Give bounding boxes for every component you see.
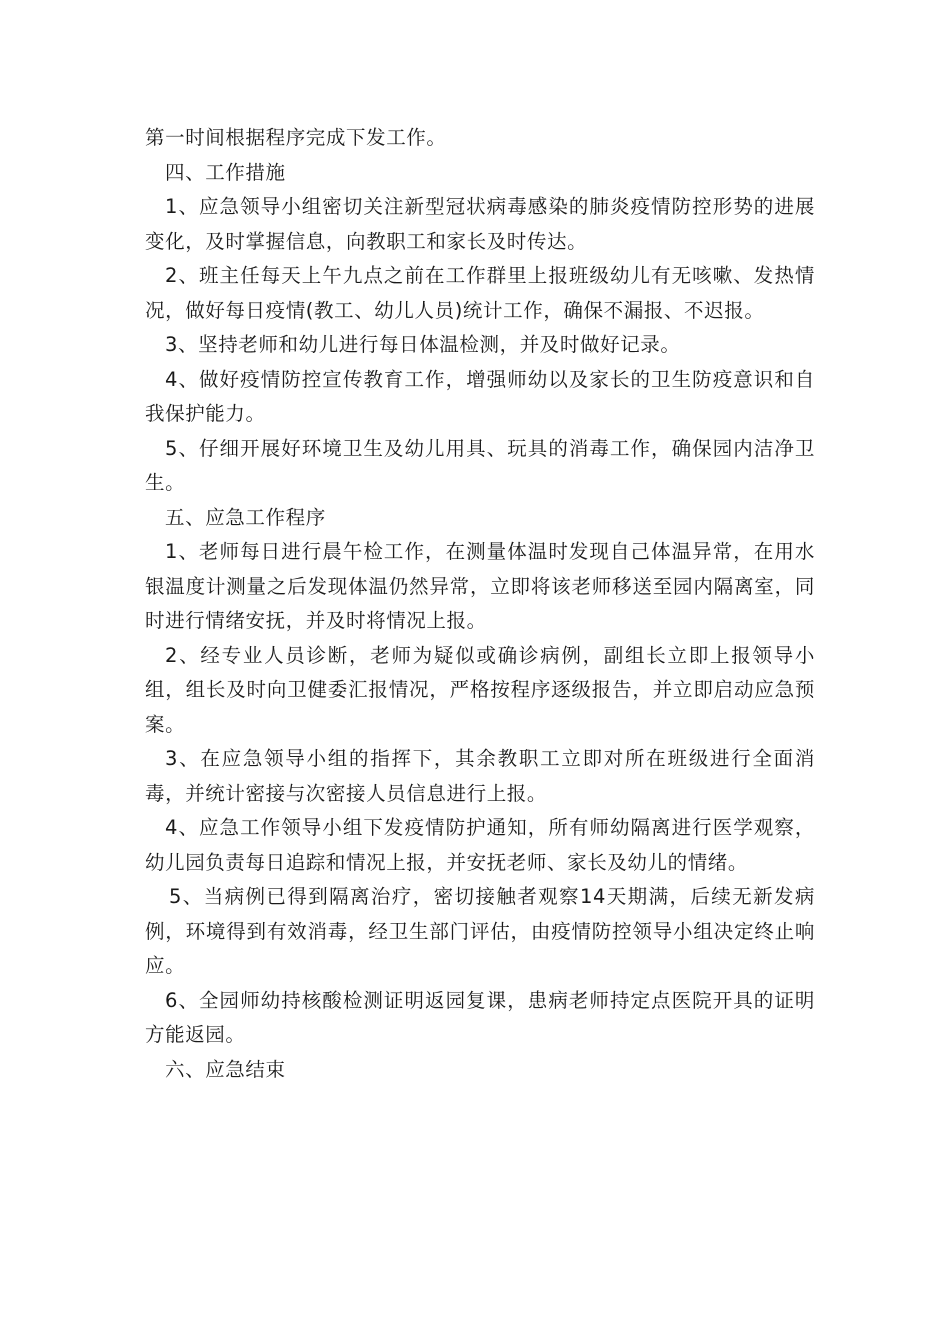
paragraph-procedure-3: 3、在应急领导小组的指挥下，其余教职工立即对所在班级进行全面消毒，并统计密接与次密接人员信息进行上报。 xyxy=(145,747,815,805)
paragraph-procedure-5: 5、当病例已得到隔离治疗，密切接触者观察14天期满，后续无新发病例，环境得到有效消毒，经卫生部门评估，由疫情防控领导小组决定终止响应。 xyxy=(145,885,815,977)
paragraph-procedure-6: 6、全园师幼持核酸检测证明返园复课，患病老师持定点医院开具的证明方能返园。 xyxy=(145,988,815,1046)
section-heading-procedure: 五、应急工作程序 xyxy=(165,505,326,529)
paragraph-measure-4: 4、做好疫情防控宣传教育工作，增强师幼以及家长的卫生防疫意识和自我保护能力。 xyxy=(145,367,815,425)
paragraph-continuation: 第一时间根据程序完成下发工作。 xyxy=(145,126,447,149)
document-body xyxy=(145,121,815,1087)
paragraph-measure-5: 5、仔细开展好环境卫生及幼儿用具、玩具的消毒工作，确保园内洁净卫生。 xyxy=(145,436,815,494)
paragraph-procedure-4: 4、应急工作领导小组下发疫情防护通知，所有师幼隔离进行医学观察，幼儿园负责每日追踪和情况上报，并安抚老师、家长及幼儿的情绪。 xyxy=(145,816,815,874)
paragraph-measure-1: 1、应急领导小组密切关注新型冠状病毒感染的肺炎疫情防控形势的进展变化，及时掌握信息，向教职工和家长及时传达。 xyxy=(145,195,815,253)
paragraph-procedure-1: 1、老师每日进行晨午检工作，在测量体温时发现自己体温异常，在用水银温度计测量之后发现体温仍然异常，立即将该老师移送至园内隔离室，同时进行情绪安抚，并及时将情况上报。 xyxy=(145,540,815,632)
paragraph-measure-2: 2、班主任每天上午九点之前在工作群里上报班级幼儿有无咳嗽、发热情况，做好每日疫情(教工、幼儿人员)统计工作，确保不漏报、不迟报。 xyxy=(145,264,815,322)
paragraph-procedure-2: 2、经专业人员诊断，老师为疑似或确诊病例，副组长立即上报领导小组，组长及时向卫健委汇报情况，严格按程序逐级报告，并立即启动应急预案。 xyxy=(145,643,815,736)
paragraph-measure-3: 3、坚持老师和幼儿进行每日体温检测，并及时做好记录。 xyxy=(165,333,681,356)
section-heading-measures: 四、工作措施 xyxy=(165,160,286,184)
section-heading-end: 六、应急结束 xyxy=(165,1057,286,1081)
